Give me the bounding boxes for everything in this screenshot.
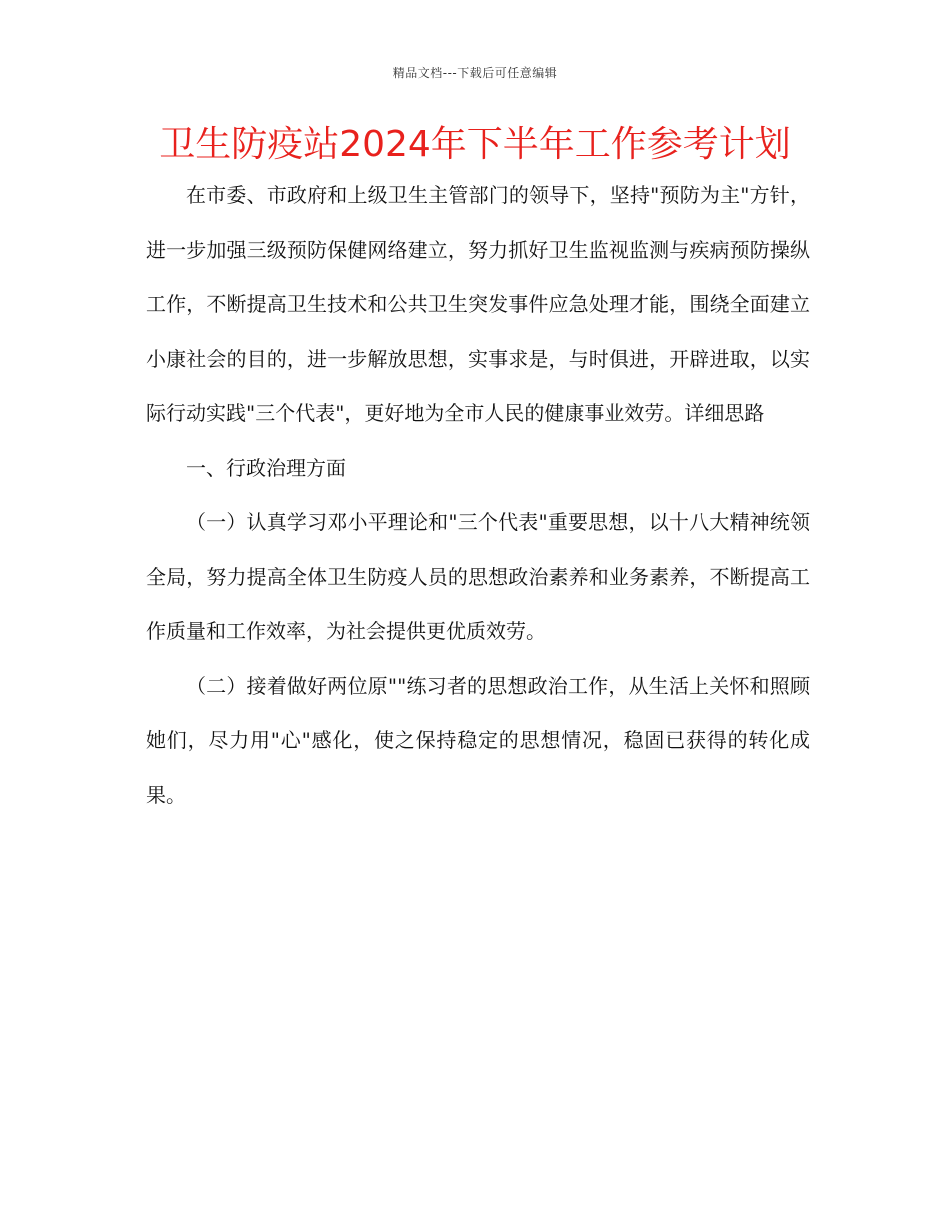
item-paragraph-2: （二）接着做好两位原""练习者的思想政治工作，从生活上关怀和照顾她们，尽力用"心"感化，使之保持稳定的思想情况，稳固已获得的转化成果。: [146, 673, 810, 807]
header-note: 精品文档---下载后可任意编辑: [392, 66, 558, 80]
intro-paragraph: 在市委、市政府和上级卫生主管部门的领导下，坚持"预防为主"方针，进一步加强三级预防保健网络建立，努力抓好卫生监视监测与疾病预防操纵工作，不断提高卫生技术和公共卫生突发事件应急处理才能，围绕全面建立小康社会的目的，进一步解放思想，实事求是，与时俱进，开辟进取，以实际行动实践"三个代表"，更好地为全市人民的健康事业效劳。详细思路: [146, 183, 810, 425]
document-title: 卫生防疫站2024年下半年工作参考计划: [159, 124, 791, 165]
item-paragraph-1: （一）认真学习邓小平理论和"三个代表"重要思想，以十八大精神统领全局，努力提高全体卫生防疫人员的思想政治素养和业务素养，不断提高工作质量和工作效率，为社会提供更优质效劳。: [146, 510, 810, 643]
document-body: [146, 168, 810, 822]
section-heading-administration: 一、行政治理方面: [186, 455, 346, 480]
